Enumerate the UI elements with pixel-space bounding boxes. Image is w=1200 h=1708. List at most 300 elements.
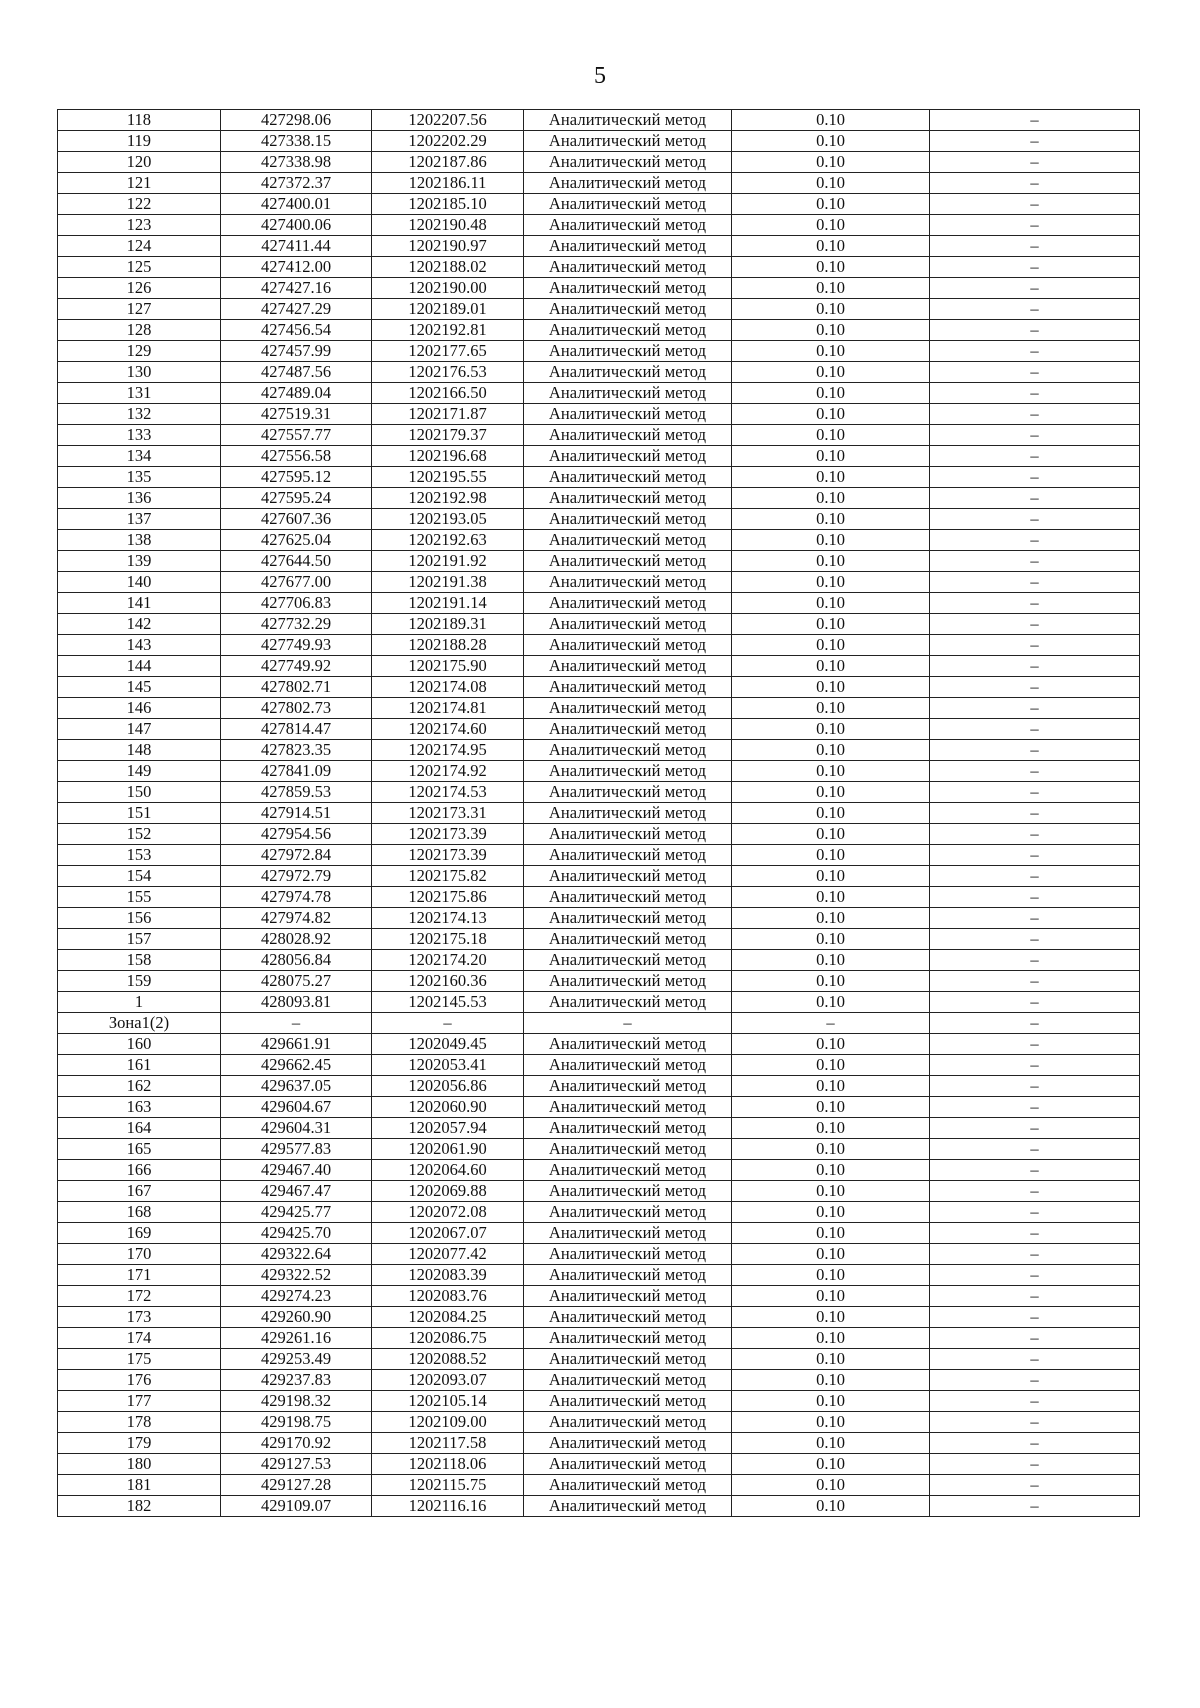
table-row	[58, 362, 1140, 383]
method-cell: Аналитический метод	[524, 152, 732, 173]
note-cell: –	[930, 950, 1140, 971]
accuracy-cell: 0.10	[732, 908, 930, 929]
method-cell: Аналитический метод	[524, 194, 732, 215]
table-row	[58, 740, 1140, 761]
x-coordinate-cell: 427338.98	[221, 152, 372, 173]
point-number-cell: 176	[58, 1370, 221, 1391]
y-coordinate-cell: 1202174.20	[372, 950, 524, 971]
point-number-cell: 119	[58, 131, 221, 152]
method-cell: –	[524, 1013, 732, 1034]
method-cell: Аналитический метод	[524, 278, 732, 299]
method-cell: Аналитический метод	[524, 1370, 732, 1391]
table-row	[58, 656, 1140, 677]
note-cell: –	[930, 1349, 1140, 1370]
point-number-cell: 140	[58, 572, 221, 593]
y-coordinate-cell: 1202175.18	[372, 929, 524, 950]
method-cell: Аналитический метод	[524, 677, 732, 698]
method-cell: Аналитический метод	[524, 530, 732, 551]
x-coordinate-cell: –	[221, 1013, 372, 1034]
x-coordinate-cell: 428093.81	[221, 992, 372, 1013]
note-cell: –	[930, 845, 1140, 866]
table-row	[58, 1097, 1140, 1118]
table-row	[58, 572, 1140, 593]
method-cell: Аналитический метод	[524, 614, 732, 635]
table-row	[58, 1433, 1140, 1454]
table-row	[58, 845, 1140, 866]
accuracy-cell: 0.10	[732, 425, 930, 446]
y-coordinate-cell: 1202083.76	[372, 1286, 524, 1307]
note-cell: –	[930, 509, 1140, 530]
table-row	[58, 929, 1140, 950]
point-number-cell: 169	[58, 1223, 221, 1244]
table-row	[58, 320, 1140, 341]
y-coordinate-cell: 1202053.41	[372, 1055, 524, 1076]
accuracy-cell: 0.10	[732, 971, 930, 992]
x-coordinate-cell: 429662.45	[221, 1055, 372, 1076]
note-cell: –	[930, 1475, 1140, 1496]
x-coordinate-cell: 429127.53	[221, 1454, 372, 1475]
y-coordinate-cell: 1202192.98	[372, 488, 524, 509]
note-cell: –	[930, 236, 1140, 257]
point-number-cell: 122	[58, 194, 221, 215]
method-cell: Аналитический метод	[524, 761, 732, 782]
method-cell: Аналитический метод	[524, 1391, 732, 1412]
x-coordinate-cell: 427823.35	[221, 740, 372, 761]
y-coordinate-cell: 1202190.48	[372, 215, 524, 236]
note-cell: –	[930, 1244, 1140, 1265]
point-number-cell: 1	[58, 992, 221, 1013]
table-row	[58, 1412, 1140, 1433]
note-cell: –	[930, 131, 1140, 152]
table-row	[58, 1391, 1140, 1412]
table-row	[58, 131, 1140, 152]
method-cell: Аналитический метод	[524, 1139, 732, 1160]
y-coordinate-cell: 1202145.53	[372, 992, 524, 1013]
method-cell: Аналитический метод	[524, 131, 732, 152]
table-row	[58, 446, 1140, 467]
accuracy-cell: 0.10	[732, 614, 930, 635]
y-coordinate-cell: 1202193.05	[372, 509, 524, 530]
y-coordinate-cell: 1202160.36	[372, 971, 524, 992]
accuracy-cell: 0.10	[732, 929, 930, 950]
point-number-cell: 173	[58, 1307, 221, 1328]
point-number-cell: 142	[58, 614, 221, 635]
method-cell: Аналитический метод	[524, 1475, 732, 1496]
method-cell: Аналитический метод	[524, 236, 732, 257]
point-number-cell: 161	[58, 1055, 221, 1076]
accuracy-cell: 0.10	[732, 572, 930, 593]
accuracy-cell: 0.10	[732, 1328, 930, 1349]
method-cell: Аналитический метод	[524, 1286, 732, 1307]
x-coordinate-cell: 427427.29	[221, 299, 372, 320]
note-cell: –	[930, 1139, 1140, 1160]
note-cell: –	[930, 1412, 1140, 1433]
accuracy-cell: 0.10	[732, 803, 930, 824]
x-coordinate-cell: 429661.91	[221, 1034, 372, 1055]
y-coordinate-cell: 1202171.87	[372, 404, 524, 425]
note-cell: –	[930, 551, 1140, 572]
x-coordinate-cell: 427400.01	[221, 194, 372, 215]
y-coordinate-cell: 1202189.01	[372, 299, 524, 320]
table-row	[58, 1181, 1140, 1202]
table-row	[58, 950, 1140, 971]
x-coordinate-cell: 429261.16	[221, 1328, 372, 1349]
x-coordinate-cell: 427914.51	[221, 803, 372, 824]
accuracy-cell: 0.10	[732, 1076, 930, 1097]
note-cell: –	[930, 614, 1140, 635]
note-cell: –	[930, 593, 1140, 614]
y-coordinate-cell: 1202064.60	[372, 1160, 524, 1181]
y-coordinate-cell: 1202088.52	[372, 1349, 524, 1370]
method-cell: Аналитический метод	[524, 992, 732, 1013]
accuracy-cell: 0.10	[732, 1265, 930, 1286]
method-cell: Аналитический метод	[524, 446, 732, 467]
accuracy-cell: 0.10	[732, 467, 930, 488]
accuracy-cell: 0.10	[732, 152, 930, 173]
method-cell: Аналитический метод	[524, 824, 732, 845]
note-cell: –	[930, 1496, 1140, 1517]
point-number-cell: 148	[58, 740, 221, 761]
table-row	[58, 173, 1140, 194]
method-cell: Аналитический метод	[524, 572, 732, 593]
y-coordinate-cell: 1202188.28	[372, 635, 524, 656]
accuracy-cell: 0.10	[732, 866, 930, 887]
point-number-cell: 167	[58, 1181, 221, 1202]
y-coordinate-cell: 1202061.90	[372, 1139, 524, 1160]
note-cell: –	[930, 1181, 1140, 1202]
y-coordinate-cell: 1202174.92	[372, 761, 524, 782]
method-cell: Аналитический метод	[524, 467, 732, 488]
table-row	[58, 992, 1140, 1013]
accuracy-cell: 0.10	[732, 635, 930, 656]
x-coordinate-cell: 427625.04	[221, 530, 372, 551]
table-row	[58, 803, 1140, 824]
point-number-cell: 166	[58, 1160, 221, 1181]
y-coordinate-cell: 1202187.86	[372, 152, 524, 173]
note-cell: –	[930, 1307, 1140, 1328]
note-cell: –	[930, 1034, 1140, 1055]
table-row	[58, 1034, 1140, 1055]
accuracy-cell: 0.10	[732, 740, 930, 761]
note-cell: –	[930, 1391, 1140, 1412]
table-row	[58, 1454, 1140, 1475]
y-coordinate-cell: 1202174.81	[372, 698, 524, 719]
x-coordinate-cell: 427427.16	[221, 278, 372, 299]
note-cell: –	[930, 866, 1140, 887]
accuracy-cell: –	[732, 1013, 930, 1034]
y-coordinate-cell: 1202174.60	[372, 719, 524, 740]
point-number-cell: 136	[58, 488, 221, 509]
table-row	[58, 1475, 1140, 1496]
accuracy-cell: 0.10	[732, 1118, 930, 1139]
y-coordinate-cell: 1202173.39	[372, 845, 524, 866]
method-cell: Аналитический метод	[524, 362, 732, 383]
point-number-cell: 160	[58, 1034, 221, 1055]
accuracy-cell: 0.10	[732, 1475, 930, 1496]
x-coordinate-cell: 427706.83	[221, 593, 372, 614]
x-coordinate-cell: 429274.23	[221, 1286, 372, 1307]
x-coordinate-cell: 429425.77	[221, 1202, 372, 1223]
table-row	[58, 341, 1140, 362]
x-coordinate-cell: 427749.93	[221, 635, 372, 656]
x-coordinate-cell: 427802.73	[221, 698, 372, 719]
point-number-cell: 128	[58, 320, 221, 341]
x-coordinate-cell: 429467.40	[221, 1160, 372, 1181]
method-cell: Аналитический метод	[524, 1097, 732, 1118]
point-number-cell: 132	[58, 404, 221, 425]
method-cell: Аналитический метод	[524, 1265, 732, 1286]
x-coordinate-cell: 429322.52	[221, 1265, 372, 1286]
note-cell: –	[930, 887, 1140, 908]
accuracy-cell: 0.10	[732, 719, 930, 740]
x-coordinate-cell: 429198.75	[221, 1412, 372, 1433]
x-coordinate-cell: 429637.05	[221, 1076, 372, 1097]
y-coordinate-cell: 1202173.39	[372, 824, 524, 845]
y-coordinate-cell: 1202174.95	[372, 740, 524, 761]
point-number-cell: 125	[58, 257, 221, 278]
note-cell: –	[930, 803, 1140, 824]
accuracy-cell: 0.10	[732, 1391, 930, 1412]
accuracy-cell: 0.10	[732, 1223, 930, 1244]
note-cell: –	[930, 404, 1140, 425]
y-coordinate-cell: 1202174.13	[372, 908, 524, 929]
table-row	[58, 404, 1140, 425]
table-row	[58, 467, 1140, 488]
x-coordinate-cell: 429425.70	[221, 1223, 372, 1244]
table-row	[58, 614, 1140, 635]
note-cell: –	[930, 656, 1140, 677]
x-coordinate-cell: 429127.28	[221, 1475, 372, 1496]
method-cell: Аналитический метод	[524, 593, 732, 614]
x-coordinate-cell: 427400.06	[221, 215, 372, 236]
note-cell: –	[930, 929, 1140, 950]
table-row	[58, 1286, 1140, 1307]
x-coordinate-cell: 427974.78	[221, 887, 372, 908]
point-number-cell: 157	[58, 929, 221, 950]
x-coordinate-cell: 428075.27	[221, 971, 372, 992]
x-coordinate-cell: 427372.37	[221, 173, 372, 194]
point-number-cell: 171	[58, 1265, 221, 1286]
note-cell: –	[930, 740, 1140, 761]
note-cell: –	[930, 530, 1140, 551]
x-coordinate-cell: 429260.90	[221, 1307, 372, 1328]
point-number-cell: 181	[58, 1475, 221, 1496]
y-coordinate-cell: 1202084.25	[372, 1307, 524, 1328]
x-coordinate-cell: 427487.56	[221, 362, 372, 383]
note-cell: –	[930, 761, 1140, 782]
accuracy-cell: 0.10	[732, 698, 930, 719]
table-row	[58, 194, 1140, 215]
method-cell: Аналитический метод	[524, 383, 732, 404]
point-number-cell: 162	[58, 1076, 221, 1097]
accuracy-cell: 0.10	[732, 341, 930, 362]
table-row	[58, 887, 1140, 908]
point-number-cell: 155	[58, 887, 221, 908]
method-cell: Аналитический метод	[524, 257, 732, 278]
y-coordinate-cell: 1202190.97	[372, 236, 524, 257]
point-number-cell: 145	[58, 677, 221, 698]
table-row	[58, 908, 1140, 929]
note-cell: –	[930, 215, 1140, 236]
method-cell: Аналитический метод	[524, 509, 732, 530]
table-row	[58, 1076, 1140, 1097]
y-coordinate-cell: 1202049.45	[372, 1034, 524, 1055]
note-cell: –	[930, 320, 1140, 341]
accuracy-cell: 0.10	[732, 845, 930, 866]
y-coordinate-cell: 1202185.10	[372, 194, 524, 215]
table-row	[58, 1223, 1140, 1244]
accuracy-cell: 0.10	[732, 236, 930, 257]
note-cell: –	[930, 383, 1140, 404]
note-cell: –	[930, 425, 1140, 446]
y-coordinate-cell: 1202195.55	[372, 467, 524, 488]
y-coordinate-cell: 1202115.75	[372, 1475, 524, 1496]
accuracy-cell: 0.10	[732, 1055, 930, 1076]
accuracy-cell: 0.10	[732, 278, 930, 299]
point-number-cell: 137	[58, 509, 221, 530]
y-coordinate-cell: 1202177.65	[372, 341, 524, 362]
point-number-cell: 121	[58, 173, 221, 194]
note-cell: –	[930, 1265, 1140, 1286]
x-coordinate-cell: 427859.53	[221, 782, 372, 803]
x-coordinate-cell: 427974.82	[221, 908, 372, 929]
table-row	[58, 1244, 1140, 1265]
y-coordinate-cell: 1202060.90	[372, 1097, 524, 1118]
note-cell: –	[930, 908, 1140, 929]
note-cell: –	[930, 1076, 1140, 1097]
x-coordinate-cell: 427456.54	[221, 320, 372, 341]
method-cell: Аналитический метод	[524, 908, 732, 929]
table-row	[58, 761, 1140, 782]
x-coordinate-cell: 427298.06	[221, 110, 372, 131]
table-row	[58, 215, 1140, 236]
y-coordinate-cell: 1202179.37	[372, 425, 524, 446]
x-coordinate-cell: 429467.47	[221, 1181, 372, 1202]
table-row	[58, 1265, 1140, 1286]
accuracy-cell: 0.10	[732, 1160, 930, 1181]
table-row	[58, 383, 1140, 404]
point-number-cell: 149	[58, 761, 221, 782]
note-cell: –	[930, 824, 1140, 845]
point-number-cell: 124	[58, 236, 221, 257]
y-coordinate-cell: 1202173.31	[372, 803, 524, 824]
coordinates-table-body	[58, 110, 1140, 1517]
method-cell: Аналитический метод	[524, 299, 732, 320]
point-number-cell: 129	[58, 341, 221, 362]
table-row	[58, 110, 1140, 131]
note-cell: –	[930, 1370, 1140, 1391]
y-coordinate-cell: 1202186.11	[372, 173, 524, 194]
y-coordinate-cell: 1202192.81	[372, 320, 524, 341]
x-coordinate-cell: 429170.92	[221, 1433, 372, 1454]
accuracy-cell: 0.10	[732, 824, 930, 845]
y-coordinate-cell: 1202056.86	[372, 1076, 524, 1097]
point-number-cell: 143	[58, 635, 221, 656]
method-cell: Аналитический метод	[524, 488, 732, 509]
point-number-cell: 180	[58, 1454, 221, 1475]
method-cell: Аналитический метод	[524, 1454, 732, 1475]
note-cell: –	[930, 194, 1140, 215]
note-cell: –	[930, 362, 1140, 383]
note-cell: –	[930, 488, 1140, 509]
y-coordinate-cell: 1202191.38	[372, 572, 524, 593]
x-coordinate-cell: 427556.58	[221, 446, 372, 467]
x-coordinate-cell: 429604.67	[221, 1097, 372, 1118]
method-cell: Аналитический метод	[524, 341, 732, 362]
y-coordinate-cell: 1202072.08	[372, 1202, 524, 1223]
point-number-cell: 139	[58, 551, 221, 572]
table-row	[58, 824, 1140, 845]
note-cell: –	[930, 446, 1140, 467]
method-cell: Аналитический метод	[524, 425, 732, 446]
method-cell: Аналитический метод	[524, 635, 732, 656]
table-row	[58, 1496, 1140, 1517]
method-cell: Аналитический метод	[524, 215, 732, 236]
accuracy-cell: 0.10	[732, 656, 930, 677]
point-number-cell: 154	[58, 866, 221, 887]
y-coordinate-cell: –	[372, 1013, 524, 1034]
table-row	[58, 971, 1140, 992]
table-row	[58, 551, 1140, 572]
point-number-cell: 133	[58, 425, 221, 446]
x-coordinate-cell: 427489.04	[221, 383, 372, 404]
method-cell: Аналитический метод	[524, 866, 732, 887]
point-number-cell: 131	[58, 383, 221, 404]
x-coordinate-cell: 428056.84	[221, 950, 372, 971]
note-cell: –	[930, 782, 1140, 803]
method-cell: Аналитический метод	[524, 950, 732, 971]
y-coordinate-cell: 1202083.39	[372, 1265, 524, 1286]
method-cell: Аналитический метод	[524, 551, 732, 572]
method-cell: Аналитический метод	[524, 656, 732, 677]
accuracy-cell: 0.10	[732, 1202, 930, 1223]
point-number-cell: 127	[58, 299, 221, 320]
point-number-cell: 170	[58, 1244, 221, 1265]
accuracy-cell: 0.10	[732, 1244, 930, 1265]
point-number-cell: 165	[58, 1139, 221, 1160]
y-coordinate-cell: 1202191.14	[372, 593, 524, 614]
accuracy-cell: 0.10	[732, 593, 930, 614]
method-cell: Аналитический метод	[524, 1496, 732, 1517]
note-cell: –	[930, 1328, 1140, 1349]
table-row	[58, 488, 1140, 509]
table-row	[58, 1349, 1140, 1370]
x-coordinate-cell: 427457.99	[221, 341, 372, 362]
x-coordinate-cell: 427814.47	[221, 719, 372, 740]
accuracy-cell: 0.10	[732, 1370, 930, 1391]
accuracy-cell: 0.10	[732, 887, 930, 908]
x-coordinate-cell: 427412.00	[221, 257, 372, 278]
point-number-cell: 141	[58, 593, 221, 614]
y-coordinate-cell: 1202188.02	[372, 257, 524, 278]
note-cell: –	[930, 719, 1140, 740]
method-cell: Аналитический метод	[524, 887, 732, 908]
coordinates-table	[57, 109, 1140, 1517]
accuracy-cell: 0.10	[732, 131, 930, 152]
method-cell: Аналитический метод	[524, 803, 732, 824]
y-coordinate-cell: 1202117.58	[372, 1433, 524, 1454]
y-coordinate-cell: 1202109.00	[372, 1412, 524, 1433]
table-row	[58, 152, 1140, 173]
accuracy-cell: 0.10	[732, 320, 930, 341]
table-row	[58, 236, 1140, 257]
page-number: 5	[594, 63, 606, 89]
y-coordinate-cell: 1202057.94	[372, 1118, 524, 1139]
y-coordinate-cell: 1202067.07	[372, 1223, 524, 1244]
x-coordinate-cell: 429109.07	[221, 1496, 372, 1517]
note-cell: –	[930, 1433, 1140, 1454]
x-coordinate-cell: 428028.92	[221, 929, 372, 950]
